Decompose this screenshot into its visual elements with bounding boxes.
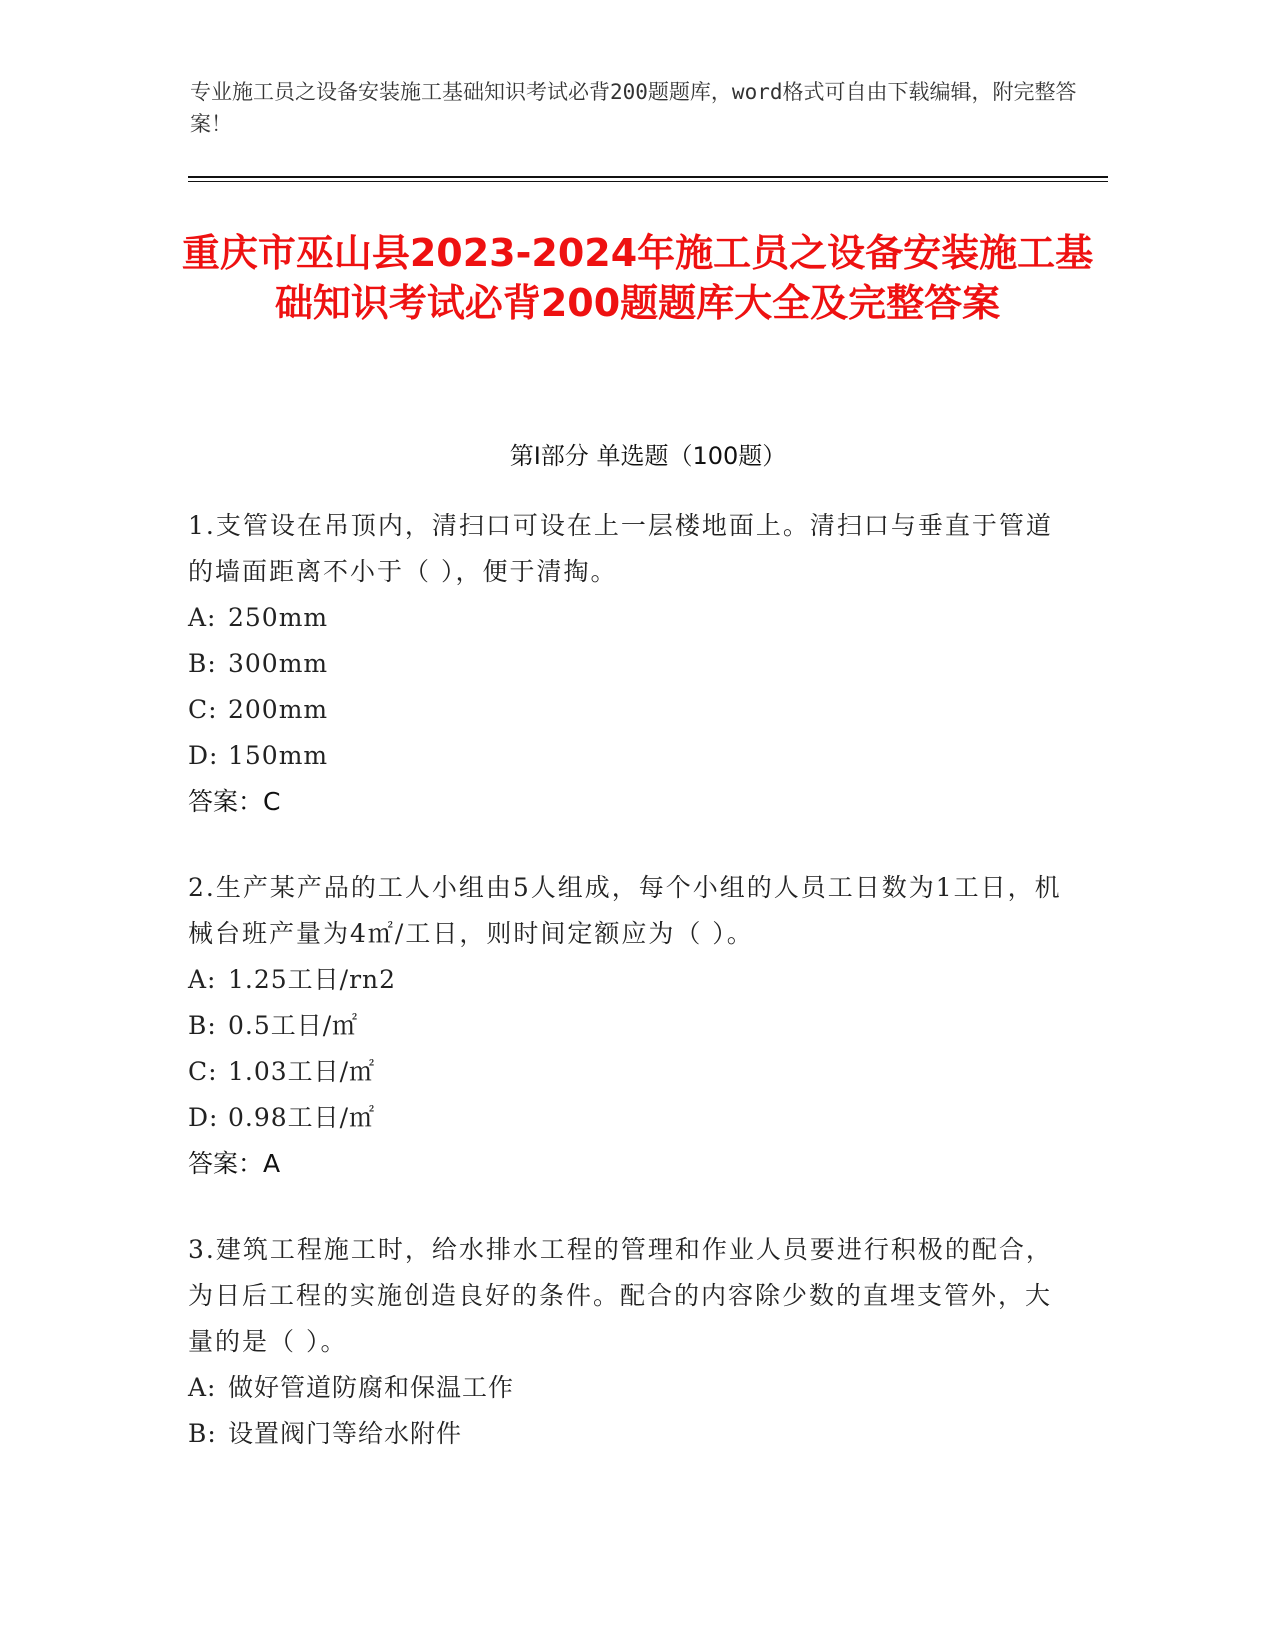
option-key: B: <box>188 1011 217 1040</box>
option-text: 200mm <box>228 695 329 724</box>
question-stem: 1.支管设在吊顶内，清扫口可设在上一层楼地面上。清扫口与垂直于管道的墙面距离不小于（ ），便于清掏。 <box>188 511 1053 586</box>
option-b <box>188 641 1068 687</box>
option-text: 300mm <box>228 649 329 678</box>
option-b <box>188 1411 1068 1457</box>
option-c <box>188 1049 1068 1095</box>
option-key: C: <box>188 1057 218 1086</box>
option-a <box>188 1365 1068 1411</box>
option-key: A: <box>188 1373 217 1402</box>
header-divider-thin <box>188 181 1108 182</box>
option-key: D: <box>188 1103 219 1132</box>
option-key: A: <box>188 603 217 632</box>
option-key: C: <box>188 695 218 724</box>
option-text: 250mm <box>228 603 329 632</box>
option-d <box>188 1095 1068 1141</box>
answer: 答案：C <box>188 787 281 816</box>
option-text: 做好管道防腐和保温工作 <box>228 1373 515 1402</box>
option-text: 1.25工日/rn2 <box>228 965 397 994</box>
question-1 <box>188 503 1068 825</box>
answer: 答案：A <box>188 1149 281 1178</box>
option-text: 0.98工日/㎡ <box>228 1103 376 1132</box>
question-stem: 2.生产某产品的工人小组由5人组成，每个小组的人员工日数为1工日，机械台班产量为4㎡/工日，则时间定额应为（ ）。 <box>188 873 1062 948</box>
question-3 <box>188 1227 1068 1457</box>
option-key: A: <box>188 965 217 994</box>
question-stem: 3.建筑工程施工时，给水排水工程的管理和作业人员要进行积极的配合，为日后工程的实施创造良好的条件。配合的内容除少数的直埋支管外，大量的是（ ）。 <box>188 1235 1053 1356</box>
option-d <box>188 733 1068 779</box>
option-key: B: <box>188 649 217 678</box>
option-text: 1.03工日/㎡ <box>228 1057 376 1086</box>
option-text: 0.5工日/㎡ <box>228 1011 359 1040</box>
option-a <box>188 595 1068 641</box>
option-b <box>188 1003 1068 1049</box>
header-note: 专业施工员之设备安装施工基础知识考试必背200题题库，word格式可自由下载编辑，附完整答案！ <box>190 80 1077 136</box>
option-a <box>188 957 1068 1003</box>
document-title: 重庆市巫山县2023-2024年施工员之设备安装施工基础知识考试必背200题题库大全及完整答案 <box>181 231 1094 325</box>
option-key: D: <box>188 741 219 770</box>
option-text: 设置阀门等给水附件 <box>228 1419 463 1448</box>
option-c <box>188 687 1068 733</box>
header-divider <box>188 176 1108 178</box>
section-title: 第Ⅰ部分 单选题（100题） <box>509 442 787 470</box>
option-text: 150mm <box>228 741 329 770</box>
option-key: B: <box>188 1419 217 1448</box>
question-2 <box>188 865 1068 1187</box>
